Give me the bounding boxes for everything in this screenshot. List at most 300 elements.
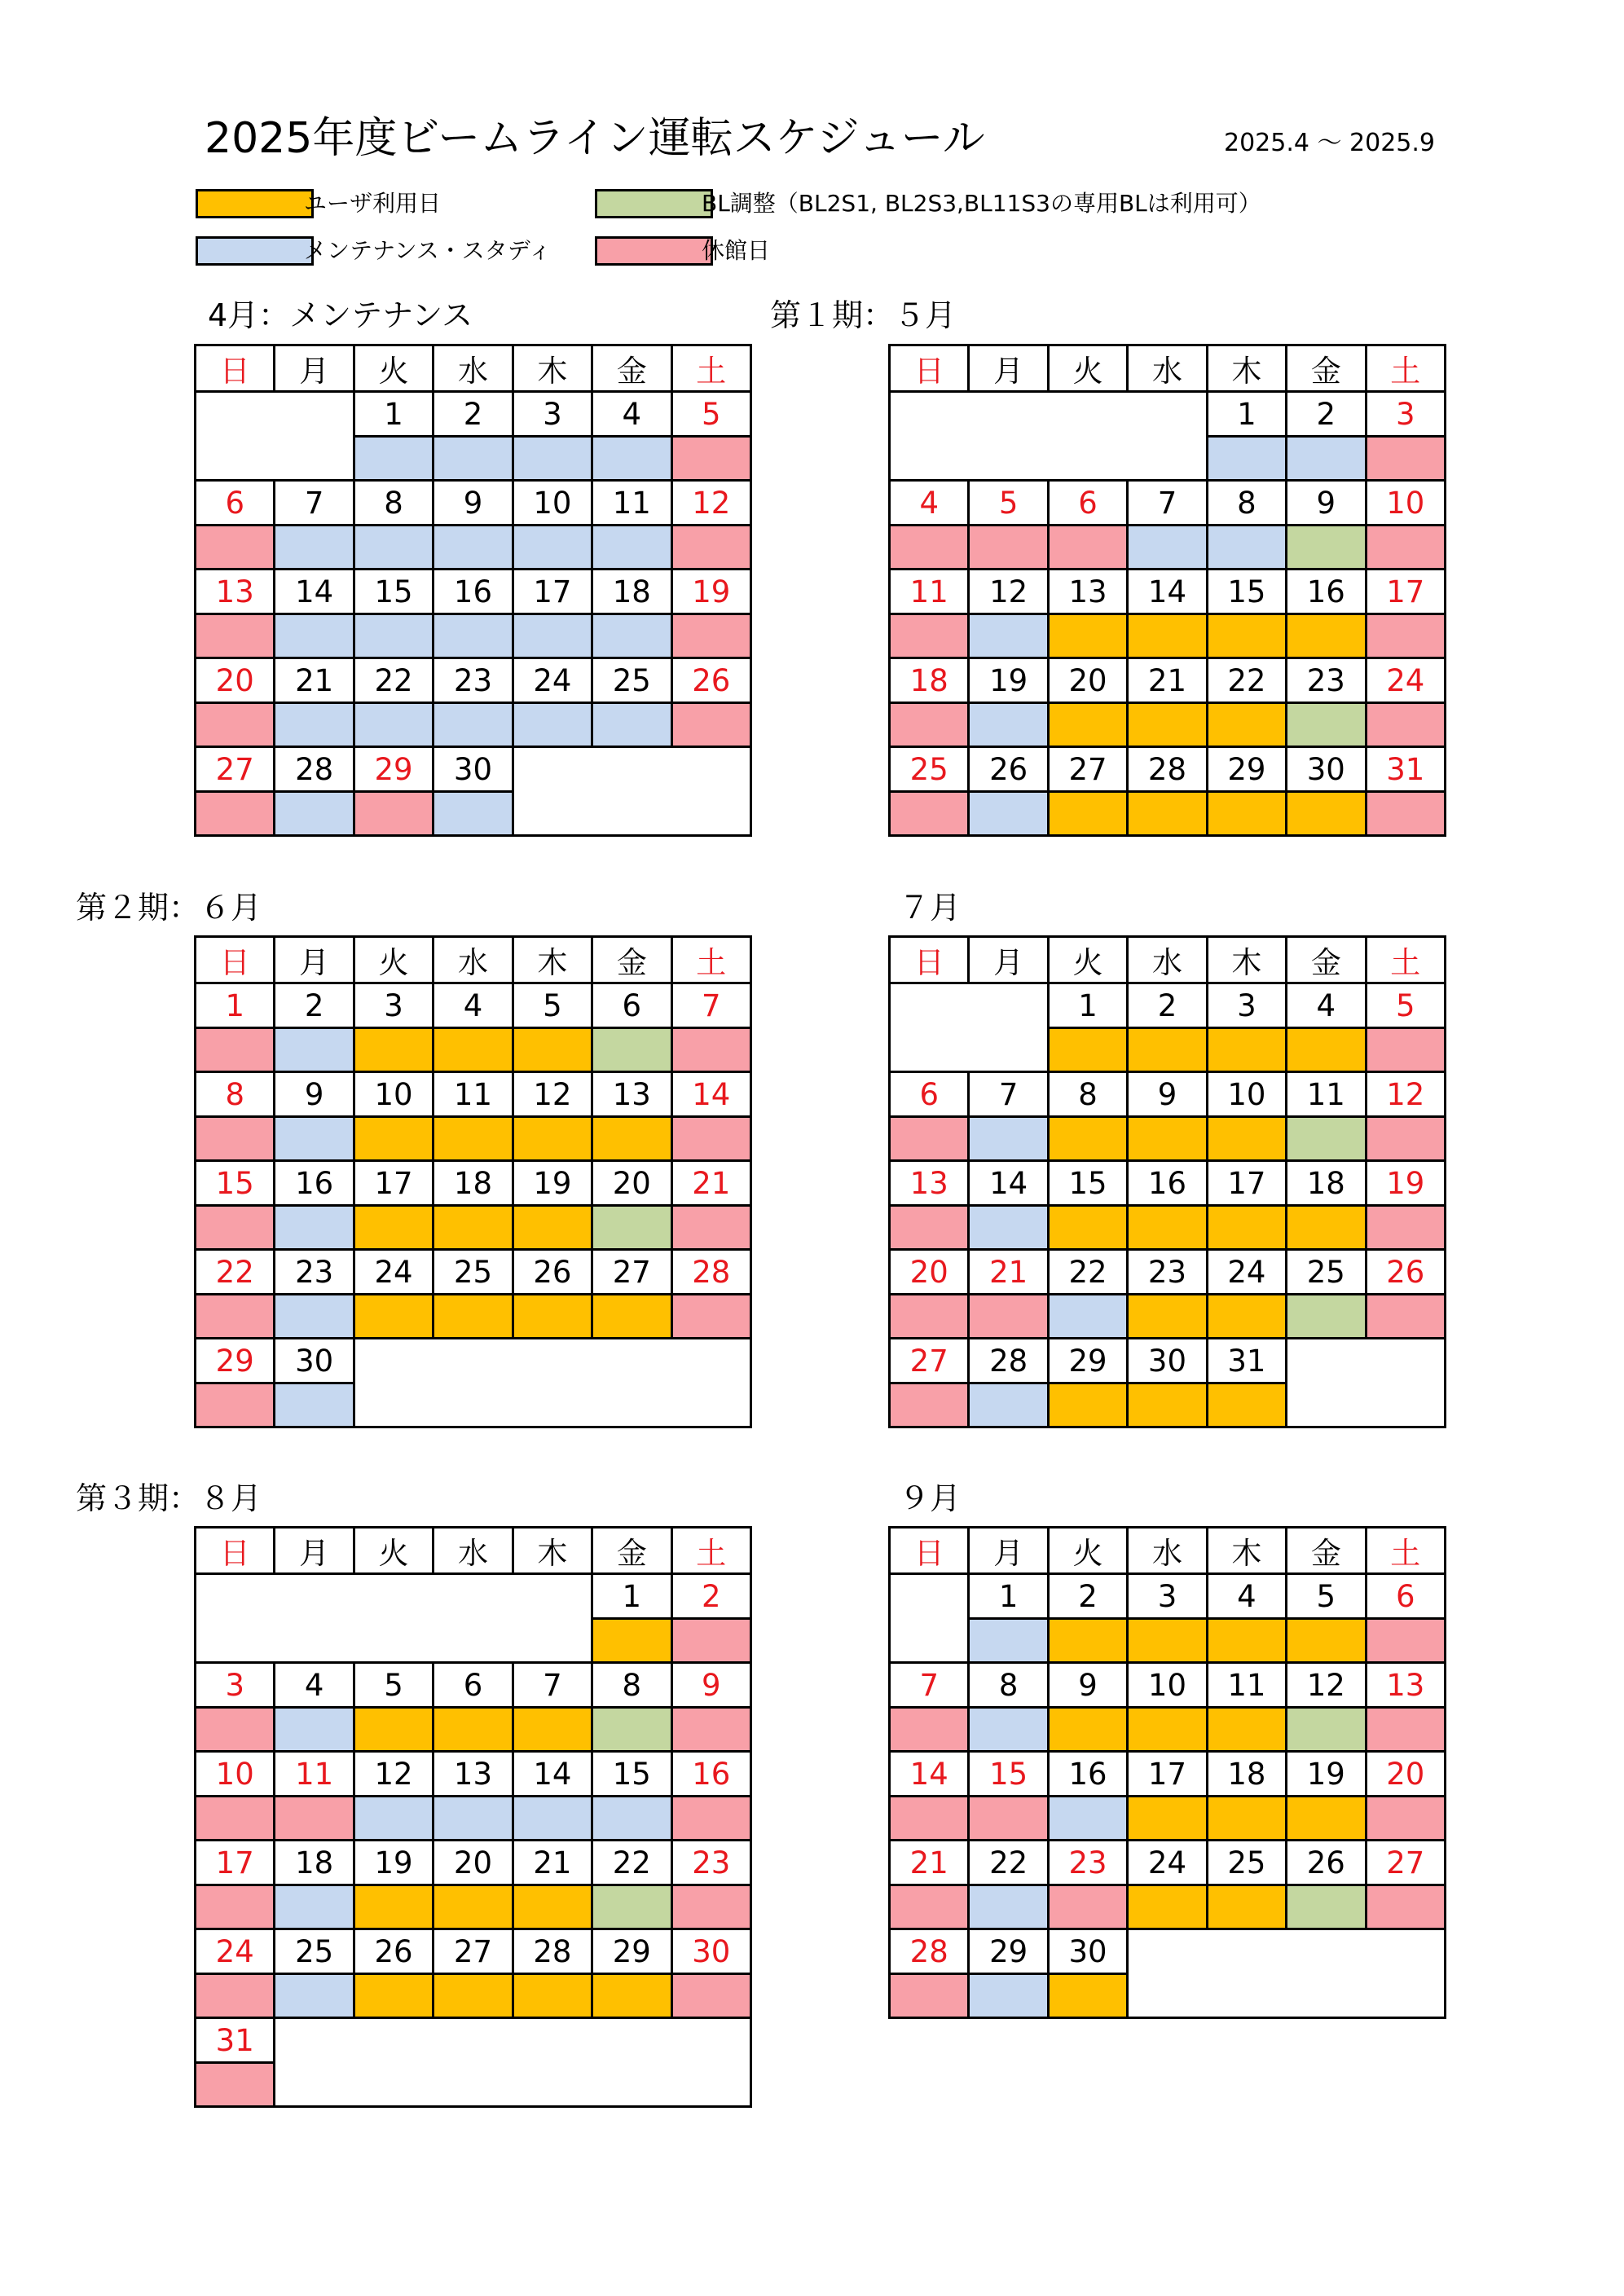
day-number: 25 <box>1207 1841 1286 1885</box>
weekday-header: 日 <box>196 345 275 392</box>
day-number: 9 <box>1287 481 1366 526</box>
weekday-header: 火 <box>354 937 433 983</box>
day-status <box>1128 614 1207 658</box>
weekday-header: 火 <box>1048 345 1127 392</box>
calendar-sep <box>888 1526 1446 2019</box>
day-status <box>1287 614 1366 658</box>
day-number: 14 <box>671 1072 750 1117</box>
day-status <box>671 1206 750 1250</box>
day-status <box>969 614 1048 658</box>
day-status <box>1128 1383 1207 1427</box>
day-number: 18 <box>434 1161 513 1206</box>
day-status <box>969 1708 1048 1752</box>
day-status <box>592 1028 671 1072</box>
day-status <box>592 703 671 747</box>
day-number: 29 <box>1048 1339 1127 1383</box>
day-status <box>592 1295 671 1339</box>
day-status <box>513 703 592 747</box>
day-status <box>1287 792 1366 836</box>
weekday-header: 金 <box>592 1528 671 1574</box>
day-number: 21 <box>513 1841 592 1885</box>
day-status <box>592 1708 671 1752</box>
day-number: 15 <box>592 1752 671 1797</box>
day-status <box>890 1117 969 1161</box>
day-status <box>1366 1028 1445 1072</box>
day-number: 1 <box>1207 392 1286 437</box>
day-number: 10 <box>1366 481 1445 526</box>
day-number: 2 <box>1287 392 1366 437</box>
day-status <box>1287 1797 1366 1841</box>
day-number: 30 <box>1048 1929 1127 1974</box>
day-status <box>275 1885 354 1929</box>
day-number: 30 <box>671 1929 750 1974</box>
day-number: 8 <box>196 1072 275 1117</box>
day-number: 17 <box>196 1841 275 1885</box>
day-status <box>1366 1797 1445 1841</box>
day-status <box>196 703 275 747</box>
day-number: 26 <box>1287 1841 1366 1885</box>
day-status <box>1207 1206 1286 1250</box>
day-status <box>196 2063 275 2107</box>
day-status <box>1207 1708 1286 1752</box>
day-status <box>1287 703 1366 747</box>
weekday-header: 土 <box>1366 345 1445 392</box>
day-number: 4 <box>434 983 513 1028</box>
day-number: 20 <box>434 1841 513 1885</box>
weekday-header: 火 <box>1048 937 1127 983</box>
day-number: 30 <box>1128 1339 1207 1383</box>
weekday-header: 月 <box>275 937 354 983</box>
day-number: 23 <box>1128 1250 1207 1295</box>
day-number: 10 <box>354 1072 433 1117</box>
day-number: 3 <box>1128 1574 1207 1619</box>
legend-label-maintenance: メンテナンス・スタディ <box>304 237 552 264</box>
day-status <box>671 1619 750 1663</box>
weekday-header: 土 <box>671 345 750 392</box>
day-status <box>1128 526 1207 570</box>
day-number: 8 <box>1207 481 1286 526</box>
day-number: 1 <box>969 1574 1048 1619</box>
day-status <box>1287 1885 1366 1929</box>
day-number: 28 <box>275 747 354 792</box>
day-number: 27 <box>890 1339 969 1383</box>
day-number: 3 <box>513 392 592 437</box>
day-status <box>196 792 275 836</box>
day-number: 22 <box>354 658 433 703</box>
day-status <box>890 1797 969 1841</box>
day-status <box>592 526 671 570</box>
day-number: 18 <box>1207 1752 1286 1797</box>
day-number: 24 <box>1366 658 1445 703</box>
day-status <box>1128 1117 1207 1161</box>
day-status <box>890 1708 969 1752</box>
day-number: 18 <box>592 570 671 614</box>
weekday-header: 金 <box>1287 1528 1366 1574</box>
day-status <box>1207 792 1286 836</box>
weekday-header: 土 <box>1366 1528 1445 1574</box>
day-status <box>592 1619 671 1663</box>
day-number: 23 <box>1048 1841 1127 1885</box>
day-number: 5 <box>354 1663 433 1708</box>
day-number: 26 <box>969 747 1048 792</box>
empty-cell <box>196 392 354 481</box>
day-status <box>513 1974 592 2018</box>
day-status <box>1366 792 1445 836</box>
day-status <box>1048 1797 1127 1841</box>
day-number: 10 <box>1128 1663 1207 1708</box>
day-status <box>969 1117 1048 1161</box>
day-number: 26 <box>1366 1250 1445 1295</box>
day-number: 13 <box>196 570 275 614</box>
day-status <box>1048 1028 1127 1072</box>
day-status <box>354 1797 433 1841</box>
day-status <box>196 1206 275 1250</box>
day-number: 27 <box>592 1250 671 1295</box>
day-status <box>196 614 275 658</box>
day-status <box>434 526 513 570</box>
day-number: 28 <box>671 1250 750 1295</box>
day-number: 8 <box>354 481 433 526</box>
day-number: 2 <box>275 983 354 1028</box>
day-number: 25 <box>1287 1250 1366 1295</box>
day-number: 24 <box>1128 1841 1207 1885</box>
day-number: 15 <box>196 1161 275 1206</box>
day-number: 20 <box>1048 658 1127 703</box>
day-status <box>1207 1383 1286 1427</box>
day-number: 5 <box>1287 1574 1366 1619</box>
day-number: 21 <box>671 1161 750 1206</box>
day-number: 11 <box>434 1072 513 1117</box>
day-number: 27 <box>1366 1841 1445 1885</box>
day-number: 28 <box>969 1339 1048 1383</box>
day-status <box>1207 526 1286 570</box>
weekday-header: 日 <box>890 345 969 392</box>
day-number: 10 <box>1207 1072 1286 1117</box>
day-number: 13 <box>1048 570 1127 614</box>
day-status <box>1128 1206 1207 1250</box>
weekday-header: 水 <box>434 1528 513 1574</box>
day-status <box>969 703 1048 747</box>
day-number: 17 <box>513 570 592 614</box>
calendar-jun <box>194 935 752 1428</box>
day-number: 4 <box>1287 983 1366 1028</box>
day-number: 2 <box>1048 1574 1127 1619</box>
day-number: 18 <box>890 658 969 703</box>
day-status <box>275 614 354 658</box>
day-status <box>1048 1708 1127 1752</box>
day-number: 3 <box>1207 983 1286 1028</box>
day-status <box>592 1797 671 1841</box>
day-status <box>890 792 969 836</box>
day-number: 13 <box>1366 1663 1445 1708</box>
day-status <box>354 792 433 836</box>
day-status <box>275 1028 354 1072</box>
day-status <box>275 703 354 747</box>
day-number: 28 <box>890 1929 969 1974</box>
day-status <box>275 1708 354 1752</box>
weekday-header: 木 <box>1207 937 1286 983</box>
day-number: 15 <box>1207 570 1286 614</box>
day-number: 17 <box>1128 1752 1207 1797</box>
day-number: 25 <box>434 1250 513 1295</box>
day-number: 21 <box>890 1841 969 1885</box>
day-status <box>275 1117 354 1161</box>
weekday-header: 月 <box>275 1528 354 1574</box>
day-status <box>890 1295 969 1339</box>
day-status <box>1048 792 1127 836</box>
day-status <box>890 1974 969 2018</box>
weekday-header: 月 <box>969 937 1048 983</box>
schedule-period: 2025.4 ～ 2025.9 <box>1224 129 1436 157</box>
day-number: 9 <box>275 1072 354 1117</box>
day-status <box>196 1383 275 1427</box>
day-status <box>671 703 750 747</box>
day-number: 24 <box>354 1250 433 1295</box>
day-number: 21 <box>275 658 354 703</box>
day-status <box>1366 1206 1445 1250</box>
day-status <box>275 1383 354 1427</box>
weekday-header: 土 <box>671 1528 750 1574</box>
day-status <box>513 1117 592 1161</box>
day-number: 12 <box>1287 1663 1366 1708</box>
day-status <box>1287 437 1366 481</box>
day-status <box>275 1295 354 1339</box>
day-status <box>354 1028 433 1072</box>
empty-cell <box>890 392 1208 481</box>
day-status <box>671 1117 750 1161</box>
day-number: 4 <box>1207 1574 1286 1619</box>
weekday-header: 火 <box>354 1528 433 1574</box>
empty-cell <box>1128 1929 1446 2018</box>
day-number: 19 <box>1366 1161 1445 1206</box>
day-number: 16 <box>434 570 513 614</box>
day-number: 19 <box>513 1161 592 1206</box>
weekday-header: 日 <box>890 937 969 983</box>
day-number: 29 <box>354 747 433 792</box>
day-number: 20 <box>1366 1752 1445 1797</box>
day-number: 24 <box>1207 1250 1286 1295</box>
day-status <box>890 703 969 747</box>
day-status <box>434 703 513 747</box>
weekday-header: 月 <box>275 345 354 392</box>
day-number: 14 <box>275 570 354 614</box>
day-number: 1 <box>592 1574 671 1619</box>
weekday-header: 月 <box>969 1528 1048 1574</box>
day-status <box>969 526 1048 570</box>
day-number: 18 <box>1287 1161 1366 1206</box>
legend-swatch-user <box>196 189 314 218</box>
empty-cell <box>275 2018 751 2107</box>
day-status <box>1366 614 1445 658</box>
weekday-header: 木 <box>1207 1528 1286 1574</box>
day-status <box>890 1885 969 1929</box>
day-number: 5 <box>969 481 1048 526</box>
day-number: 24 <box>196 1929 275 1974</box>
day-number: 6 <box>434 1663 513 1708</box>
day-number: 1 <box>354 392 433 437</box>
page-title: 2025年度ビームライン運転スケジュール <box>205 114 985 163</box>
day-number: 12 <box>513 1072 592 1117</box>
day-status <box>1048 1619 1127 1663</box>
month-heading-may: 第１期：５月 <box>770 297 957 333</box>
day-status <box>969 792 1048 836</box>
weekday-header: 土 <box>1366 937 1445 983</box>
day-number: 9 <box>1128 1072 1207 1117</box>
day-status <box>1287 1028 1366 1072</box>
day-status <box>275 792 354 836</box>
day-number: 19 <box>1287 1752 1366 1797</box>
day-status <box>671 437 750 481</box>
day-status <box>434 437 513 481</box>
day-number: 15 <box>969 1752 1048 1797</box>
day-status <box>275 526 354 570</box>
day-status <box>1366 437 1445 481</box>
day-status <box>890 526 969 570</box>
empty-cell <box>354 1339 750 1427</box>
weekday-header: 木 <box>513 345 592 392</box>
day-status <box>196 1117 275 1161</box>
day-number: 8 <box>592 1663 671 1708</box>
day-number: 25 <box>592 658 671 703</box>
day-status <box>671 1708 750 1752</box>
day-number: 9 <box>1048 1663 1127 1708</box>
day-status <box>513 614 592 658</box>
day-status <box>1128 1797 1207 1841</box>
day-number: 25 <box>890 747 969 792</box>
day-status <box>196 1295 275 1339</box>
day-number: 9 <box>671 1663 750 1708</box>
day-status <box>1128 1295 1207 1339</box>
day-status <box>671 1028 750 1072</box>
day-number: 12 <box>1366 1072 1445 1117</box>
day-number: 9 <box>434 481 513 526</box>
day-number: 29 <box>1207 747 1286 792</box>
day-number: 13 <box>890 1161 969 1206</box>
day-status <box>1366 1619 1445 1663</box>
weekday-header: 木 <box>513 937 592 983</box>
day-status <box>969 1383 1048 1427</box>
day-number: 22 <box>1207 658 1286 703</box>
day-number: 7 <box>1128 481 1207 526</box>
empty-cell <box>1287 1339 1446 1427</box>
day-status <box>354 1117 433 1161</box>
day-number: 6 <box>1048 481 1127 526</box>
day-status <box>196 1028 275 1072</box>
day-number: 7 <box>275 481 354 526</box>
day-number: 10 <box>196 1752 275 1797</box>
day-status <box>434 1295 513 1339</box>
day-number: 11 <box>275 1752 354 1797</box>
day-status <box>592 1117 671 1161</box>
calendar-aug <box>194 1526 752 2108</box>
empty-cell <box>890 983 1049 1072</box>
day-number: 6 <box>1366 1574 1445 1619</box>
day-status <box>592 1885 671 1929</box>
day-number: 6 <box>592 983 671 1028</box>
day-status <box>969 1206 1048 1250</box>
day-status <box>1048 614 1127 658</box>
day-status <box>592 1974 671 2018</box>
empty-cell <box>890 1574 969 1663</box>
day-number: 22 <box>196 1250 275 1295</box>
day-status <box>434 1797 513 1841</box>
day-number: 4 <box>890 481 969 526</box>
day-status <box>275 1206 354 1250</box>
day-number: 19 <box>354 1841 433 1885</box>
day-status <box>196 526 275 570</box>
weekday-header: 水 <box>1128 937 1207 983</box>
day-status <box>196 1974 275 2018</box>
day-number: 7 <box>890 1663 969 1708</box>
day-status <box>434 1974 513 2018</box>
day-status <box>1366 526 1445 570</box>
day-number: 14 <box>969 1161 1048 1206</box>
day-number: 23 <box>1287 658 1366 703</box>
day-number: 11 <box>890 570 969 614</box>
day-status <box>1287 1117 1366 1161</box>
day-number: 28 <box>1128 747 1207 792</box>
day-number: 2 <box>1128 983 1207 1028</box>
day-status <box>1207 437 1286 481</box>
day-number: 20 <box>890 1250 969 1295</box>
day-status <box>196 1797 275 1841</box>
legend-label-closed: 休館日 <box>702 237 771 264</box>
day-status <box>513 1028 592 1072</box>
day-number: 17 <box>354 1161 433 1206</box>
weekday-header: 金 <box>1287 345 1366 392</box>
weekday-header: 水 <box>434 937 513 983</box>
day-number: 18 <box>275 1841 354 1885</box>
weekday-header: 金 <box>592 937 671 983</box>
legend-swatch-bl-adjust <box>595 189 713 218</box>
day-number: 23 <box>671 1841 750 1885</box>
day-status <box>592 614 671 658</box>
day-number: 29 <box>969 1929 1048 1974</box>
weekday-header: 木 <box>513 1528 592 1574</box>
month-heading-apr: 4月：メンテナンス <box>208 297 473 333</box>
day-status <box>671 526 750 570</box>
weekday-header: 日 <box>196 1528 275 1574</box>
day-number: 11 <box>1207 1663 1286 1708</box>
weekday-header: 月 <box>969 345 1048 392</box>
day-number: 22 <box>1048 1250 1127 1295</box>
day-status <box>513 437 592 481</box>
day-status <box>354 1708 433 1752</box>
day-number: 5 <box>513 983 592 1028</box>
day-status <box>354 1885 433 1929</box>
day-status <box>1048 1974 1127 2018</box>
day-number: 16 <box>671 1752 750 1797</box>
day-number: 20 <box>196 658 275 703</box>
day-number: 29 <box>196 1339 275 1383</box>
day-status <box>969 1295 1048 1339</box>
day-status <box>1128 703 1207 747</box>
day-number: 8 <box>1048 1072 1127 1117</box>
day-status <box>1287 526 1366 570</box>
day-status <box>1207 1028 1286 1072</box>
day-status <box>434 1885 513 1929</box>
legend-label-user: ユーザ利用日 <box>304 190 442 217</box>
day-status <box>592 437 671 481</box>
weekday-header: 木 <box>1207 345 1286 392</box>
day-number: 3 <box>196 1663 275 1708</box>
calendar-jul <box>888 935 1446 1428</box>
day-number: 1 <box>1048 983 1127 1028</box>
day-status <box>1366 1885 1445 1929</box>
weekday-header: 水 <box>434 345 513 392</box>
day-number: 3 <box>1366 392 1445 437</box>
day-status <box>354 614 433 658</box>
